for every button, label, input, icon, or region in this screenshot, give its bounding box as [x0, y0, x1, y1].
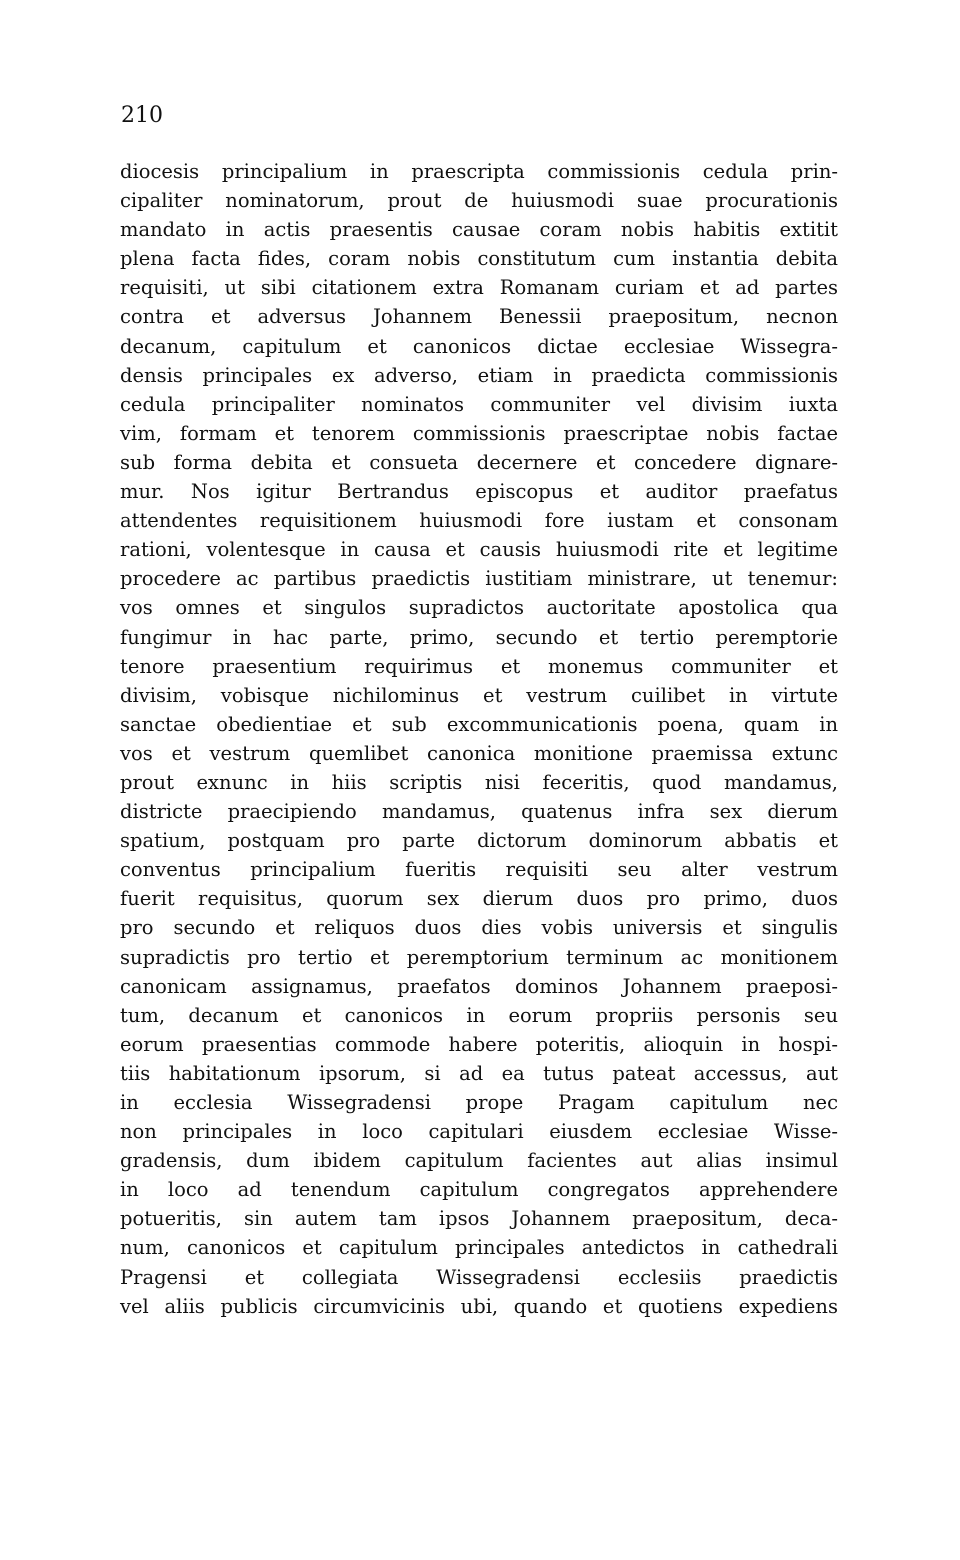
text-line: vel aliis publicis circumvicinis ubi, quando et quotiens expediens [120, 1294, 838, 1318]
text-line: requisiti, ut sibi citationem extra Romanam curiam et ad partes [120, 276, 838, 300]
text-line: mandato in actis praesentis causae coram nobis habitis extitit [120, 218, 838, 242]
text-line: pro secundo et reliquos duos dies vobis universis et singulis [120, 916, 838, 940]
text-line: Pragensi et collegiata Wissegradensi ecclesiis praedictis [120, 1265, 838, 1289]
text-line: districte praecipiendo mandamus, quatenus infra sex dierum [120, 800, 838, 824]
text-line: cedula principaliter nominatos communiter vel divisim iuxta [120, 392, 838, 416]
text-line: prout exnunc in hiis scriptis nisi feceritis, quod mandamus, [120, 770, 838, 794]
text-line: divisim, vobisque nichilominus et vestrum cuilibet in virtute [120, 683, 838, 707]
text-line: vos et vestrum quemlibet canonica monitione praemissa extunc [120, 741, 838, 765]
text-line: tiis habitationum ipsorum, si ad ea tutus pateat accessus, aut [120, 1061, 838, 1085]
text-line: tum, decanum et canonicos in eorum propriis personis seu [120, 1003, 838, 1027]
text-line: procedere ac partibus praedictis iustitiam ministrare, ut tenemur: [120, 567, 838, 591]
text-line: potueritis, sin autem tam ipsos Johannem praepositum, deca- [120, 1207, 838, 1231]
text-line: conventus principalium fueritis requisiti seu alter vestrum [120, 858, 838, 882]
text-line: rationi, volentesque in causa et causis huiusmodi rite et legitime [120, 538, 838, 562]
text-line: fungimur in hac parte, primo, secundo et tertio peremptorie [120, 625, 838, 649]
text-line: canonicam assignamus, praefatos dominos Johannem praeposi- [120, 974, 838, 998]
text-line: sub forma debita et consueta decernere et concedere dignare- [120, 450, 838, 474]
text-line: vim, formam et tenorem commissionis praescriptae nobis factae [120, 421, 838, 445]
text-line: mur. Nos igitur Bertrandus episcopus et auditor praefatus [120, 480, 838, 504]
text-line: spatium, postquam pro parte dictorum dominorum abbatis et [120, 829, 838, 853]
text-line: non principales in loco capitulari eiusdem ecclesiae Wisse- [120, 1120, 838, 1144]
text-line: decanum, capitulum et canonicos dictae ecclesiae Wissegra- [120, 334, 838, 358]
text-line: attendentes requisitionem huiusmodi fore iustam et consonam [120, 509, 838, 533]
text-line: contra et adversus Johannem Benessii praepositum, necnon [120, 305, 838, 329]
text-line: densis principales ex adverso, etiam in praedicta commissionis [120, 363, 838, 387]
page-number: 210 [121, 103, 163, 128]
text-line: cipaliter nominatorum, prout de huiusmodi suae procurationis [120, 189, 838, 213]
text-line: plena facta fides, coram nobis constitutum cum instantia debita [120, 247, 838, 271]
text-line: diocesis principalium in praescripta commissionis cedula prin- [120, 160, 838, 183]
text-line: gradensis, dum ibidem capitulum facientes aut alias insimul [120, 1149, 838, 1173]
text-line: fuerit requisitus, quorum sex dierum duos pro primo, duos [120, 887, 838, 911]
text-line: supradictis pro tertio et peremptorium terminum ac monitionem [120, 945, 838, 969]
text-line: tenore praesentium requirimus et monemus communiter et [120, 654, 838, 678]
text-line: eorum praesentias commode habere poteritis, alioquin in hospi- [120, 1032, 838, 1056]
text-line: vos omnes et singulos supradictos auctoritate apostolica qua [120, 596, 838, 620]
text-line: in loco ad tenendum capitulum congregatos apprehendere [120, 1178, 838, 1202]
body-text [120, 157, 838, 1321]
text-line: num, canonicos et capitulum principales antedictos in cathedrali [120, 1236, 838, 1260]
text-line: sanctae obedientiae et sub excommunicationis poena, quam in [120, 712, 838, 736]
text-line: in ecclesia Wissegradensi prope Pragam capitulum nec [120, 1091, 838, 1114]
